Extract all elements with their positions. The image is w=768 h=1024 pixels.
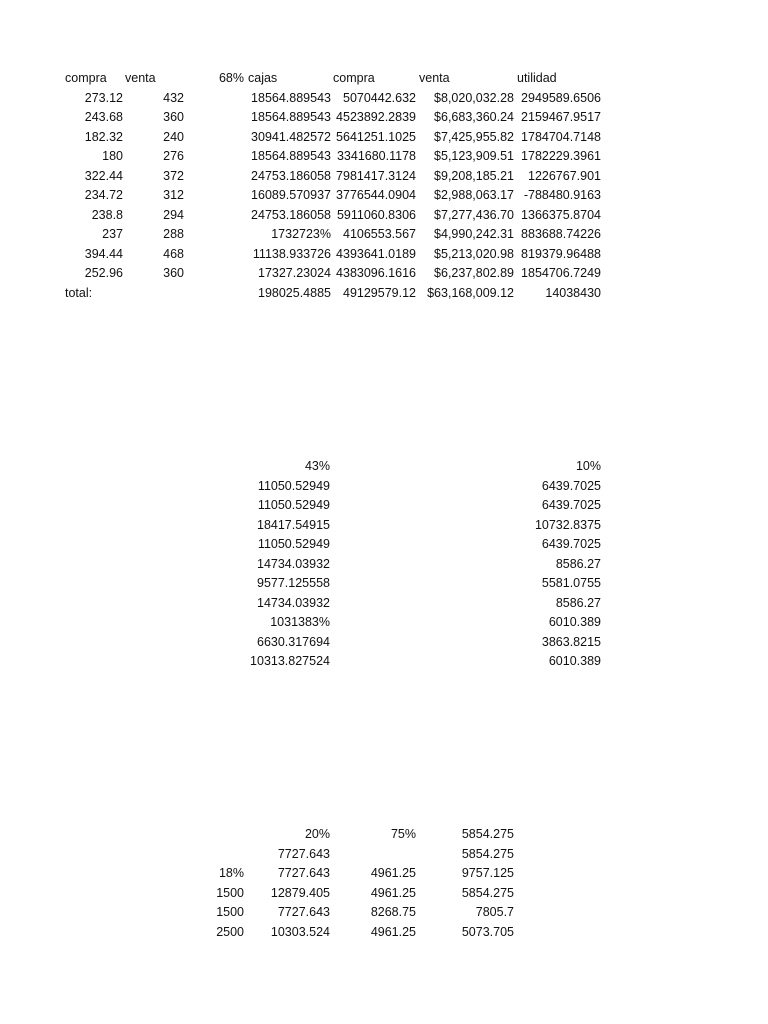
table-cell: 240 <box>163 129 184 144</box>
table-cell: 3341680.1178 <box>336 149 416 163</box>
table-cell: $6,237,802.89 <box>434 266 514 280</box>
table-cell: 288 <box>163 227 184 241</box>
table-cell: 3776544.0904 <box>336 188 416 202</box>
header-pct-10: 10% <box>575 459 601 473</box>
header-pct-68: 68% <box>218 71 244 85</box>
header-cajas: cajas <box>248 71 278 85</box>
table-cell: 1782229.3961 <box>521 149 601 163</box>
table-cell: 9757.125 <box>461 866 514 880</box>
table-cell: $6,683,360.24 <box>434 110 514 124</box>
table-cell: 14734.03932 <box>257 556 330 571</box>
table-cell: 6439.7025 <box>541 537 601 551</box>
table-cell: 7727.643 <box>277 846 330 861</box>
table-cell: 394.44 <box>84 246 123 261</box>
table-cell: 819379.96488 <box>521 246 601 261</box>
table-cell: 8268.75 <box>370 905 416 919</box>
table-cell: 2949589.6506 <box>521 90 601 105</box>
header-venta: venta <box>125 71 156 85</box>
table-cell: 16089.570937 <box>251 188 331 202</box>
header-compra: compra <box>65 71 107 85</box>
total-cell: 49129579.12 <box>343 285 416 300</box>
table-cell: 9577.125558 <box>257 576 330 590</box>
table-cell: 17327.23024 <box>258 266 331 280</box>
table-cell: 372 <box>163 168 184 183</box>
table-cell: 8586.27 <box>555 595 601 610</box>
table-cell: -788480.9163 <box>523 188 601 202</box>
table-cell: 10313.827524 <box>250 654 330 668</box>
table-cell: 6010.389 <box>548 654 601 668</box>
table-cell: 360 <box>163 110 184 124</box>
table-cell: 4961.25 <box>370 885 416 900</box>
table-cell: 1854706.7249 <box>521 266 601 280</box>
table-cell: 4523892.2839 <box>336 110 416 124</box>
table-cell: 2500 <box>216 924 244 939</box>
table-cell: 432 <box>163 90 184 105</box>
table-cell: 18417.54915 <box>257 517 330 532</box>
table-cell: 4961.25 <box>370 866 416 880</box>
table-cell: 7727.643 <box>277 905 330 919</box>
table-cell: 5581.0755 <box>541 576 601 590</box>
table-cell: 5911060.8306 <box>336 207 416 222</box>
table-cell: 5073.705 <box>461 924 514 939</box>
table-cell: 8586.27 <box>555 556 601 571</box>
table-cell: $9,208,185.21 <box>434 168 514 183</box>
table-cell: 276 <box>163 149 184 163</box>
table-cell: $2,988,063.17 <box>434 188 514 202</box>
table-cell: 5641251.1025 <box>336 129 416 144</box>
table-cell: 6439.7025 <box>541 478 601 493</box>
total-cell: $63,168,009.12 <box>427 285 514 300</box>
table-cell: 4393641.0189 <box>336 246 416 261</box>
table-cell: 4383096.1616 <box>336 266 416 280</box>
table-cell: 10732.8375 <box>534 517 601 532</box>
header-venta-2: venta <box>419 71 450 85</box>
table-cell: 11050.52949 <box>257 537 330 551</box>
table-cell: 243.68 <box>84 110 123 124</box>
header-utilidad: utilidad <box>517 71 557 85</box>
table-cell: 5854.275 <box>461 846 514 861</box>
total-label: total: <box>65 285 93 300</box>
table-cell: $5,213,020.98 <box>434 246 514 261</box>
table-cell: 294 <box>163 207 184 222</box>
table-cell: 10303.524 <box>270 924 330 939</box>
table-cell: 14734.03932 <box>257 595 330 610</box>
table-cell: 883688.74226 <box>521 227 601 241</box>
table-cell: 234.72 <box>84 188 123 202</box>
table-cell: 238.8 <box>91 207 123 222</box>
table-cell: 2159467.9517 <box>521 110 601 124</box>
table-header-cell: 75% <box>390 827 416 841</box>
table-cell: 273.12 <box>84 90 123 105</box>
table-cell: 18564.889543 <box>251 90 331 105</box>
table-cell: $7,277,436.70 <box>434 207 514 222</box>
table-cell: 1031383% <box>270 615 330 629</box>
total-cell: 14038430 <box>545 285 601 300</box>
table-cell: $4,990,242.31 <box>434 227 514 241</box>
table-cell: 24753.186058 <box>251 168 331 183</box>
table-cell: $8,020,032.28 <box>434 90 514 105</box>
table-cell: 4106553.567 <box>343 227 416 241</box>
table-cell: 252.96 <box>84 266 123 280</box>
table-cell: 1500 <box>216 885 244 900</box>
table-cell: 1366375.8704 <box>521 207 601 222</box>
table-cell: 182.32 <box>84 129 123 144</box>
table-header-cell: 20% <box>304 827 330 841</box>
table-cell: 468 <box>163 246 184 261</box>
table-cell: 360 <box>163 266 184 280</box>
table-cell: 24753.186058 <box>251 207 331 222</box>
table-cell: 7727.643 <box>277 866 330 880</box>
table-cell: 1226767.901 <box>528 168 601 183</box>
table-cell: 6630.317694 <box>257 634 330 649</box>
table-cell: 180 <box>102 149 123 163</box>
table-cell: 5854.275 <box>461 885 514 900</box>
table-cell: 1732723% <box>271 227 331 241</box>
table-cell: 3863.8215 <box>541 634 601 649</box>
table-cell: 18564.889543 <box>251 149 331 163</box>
table-cell: 5070442.632 <box>343 90 416 105</box>
table-cell: $5,123,909.51 <box>434 149 514 163</box>
table-cell: 1500 <box>216 905 244 919</box>
table-cell: 312 <box>163 188 184 202</box>
table-cell: 237 <box>102 227 123 241</box>
table-cell: 18% <box>218 866 244 880</box>
table-cell: 322.44 <box>84 168 123 183</box>
header-pct-43: 43% <box>304 459 330 473</box>
table-cell: 11050.52949 <box>257 478 330 493</box>
table-cell: 11050.52949 <box>257 498 330 512</box>
table-cell: 7981417.3124 <box>336 168 416 183</box>
total-cell: 198025.4885 <box>258 285 331 300</box>
table-header-cell: 5854.275 <box>461 827 514 841</box>
table-cell: 4961.25 <box>370 924 416 939</box>
table-cell: 6439.7025 <box>541 498 601 512</box>
table-cell: 7805.7 <box>475 905 514 919</box>
table-cell: 12879.405 <box>270 885 330 900</box>
header-compra-2: compra <box>333 71 375 85</box>
table-cell: $7,425,955.82 <box>434 129 514 144</box>
table-cell: 30941.482572 <box>251 129 331 144</box>
table-cell: 11138.933726 <box>252 246 331 261</box>
table-cell: 18564.889543 <box>251 110 331 124</box>
table-cell: 6010.389 <box>548 615 601 629</box>
table-cell: 1784704.7148 <box>521 129 601 144</box>
